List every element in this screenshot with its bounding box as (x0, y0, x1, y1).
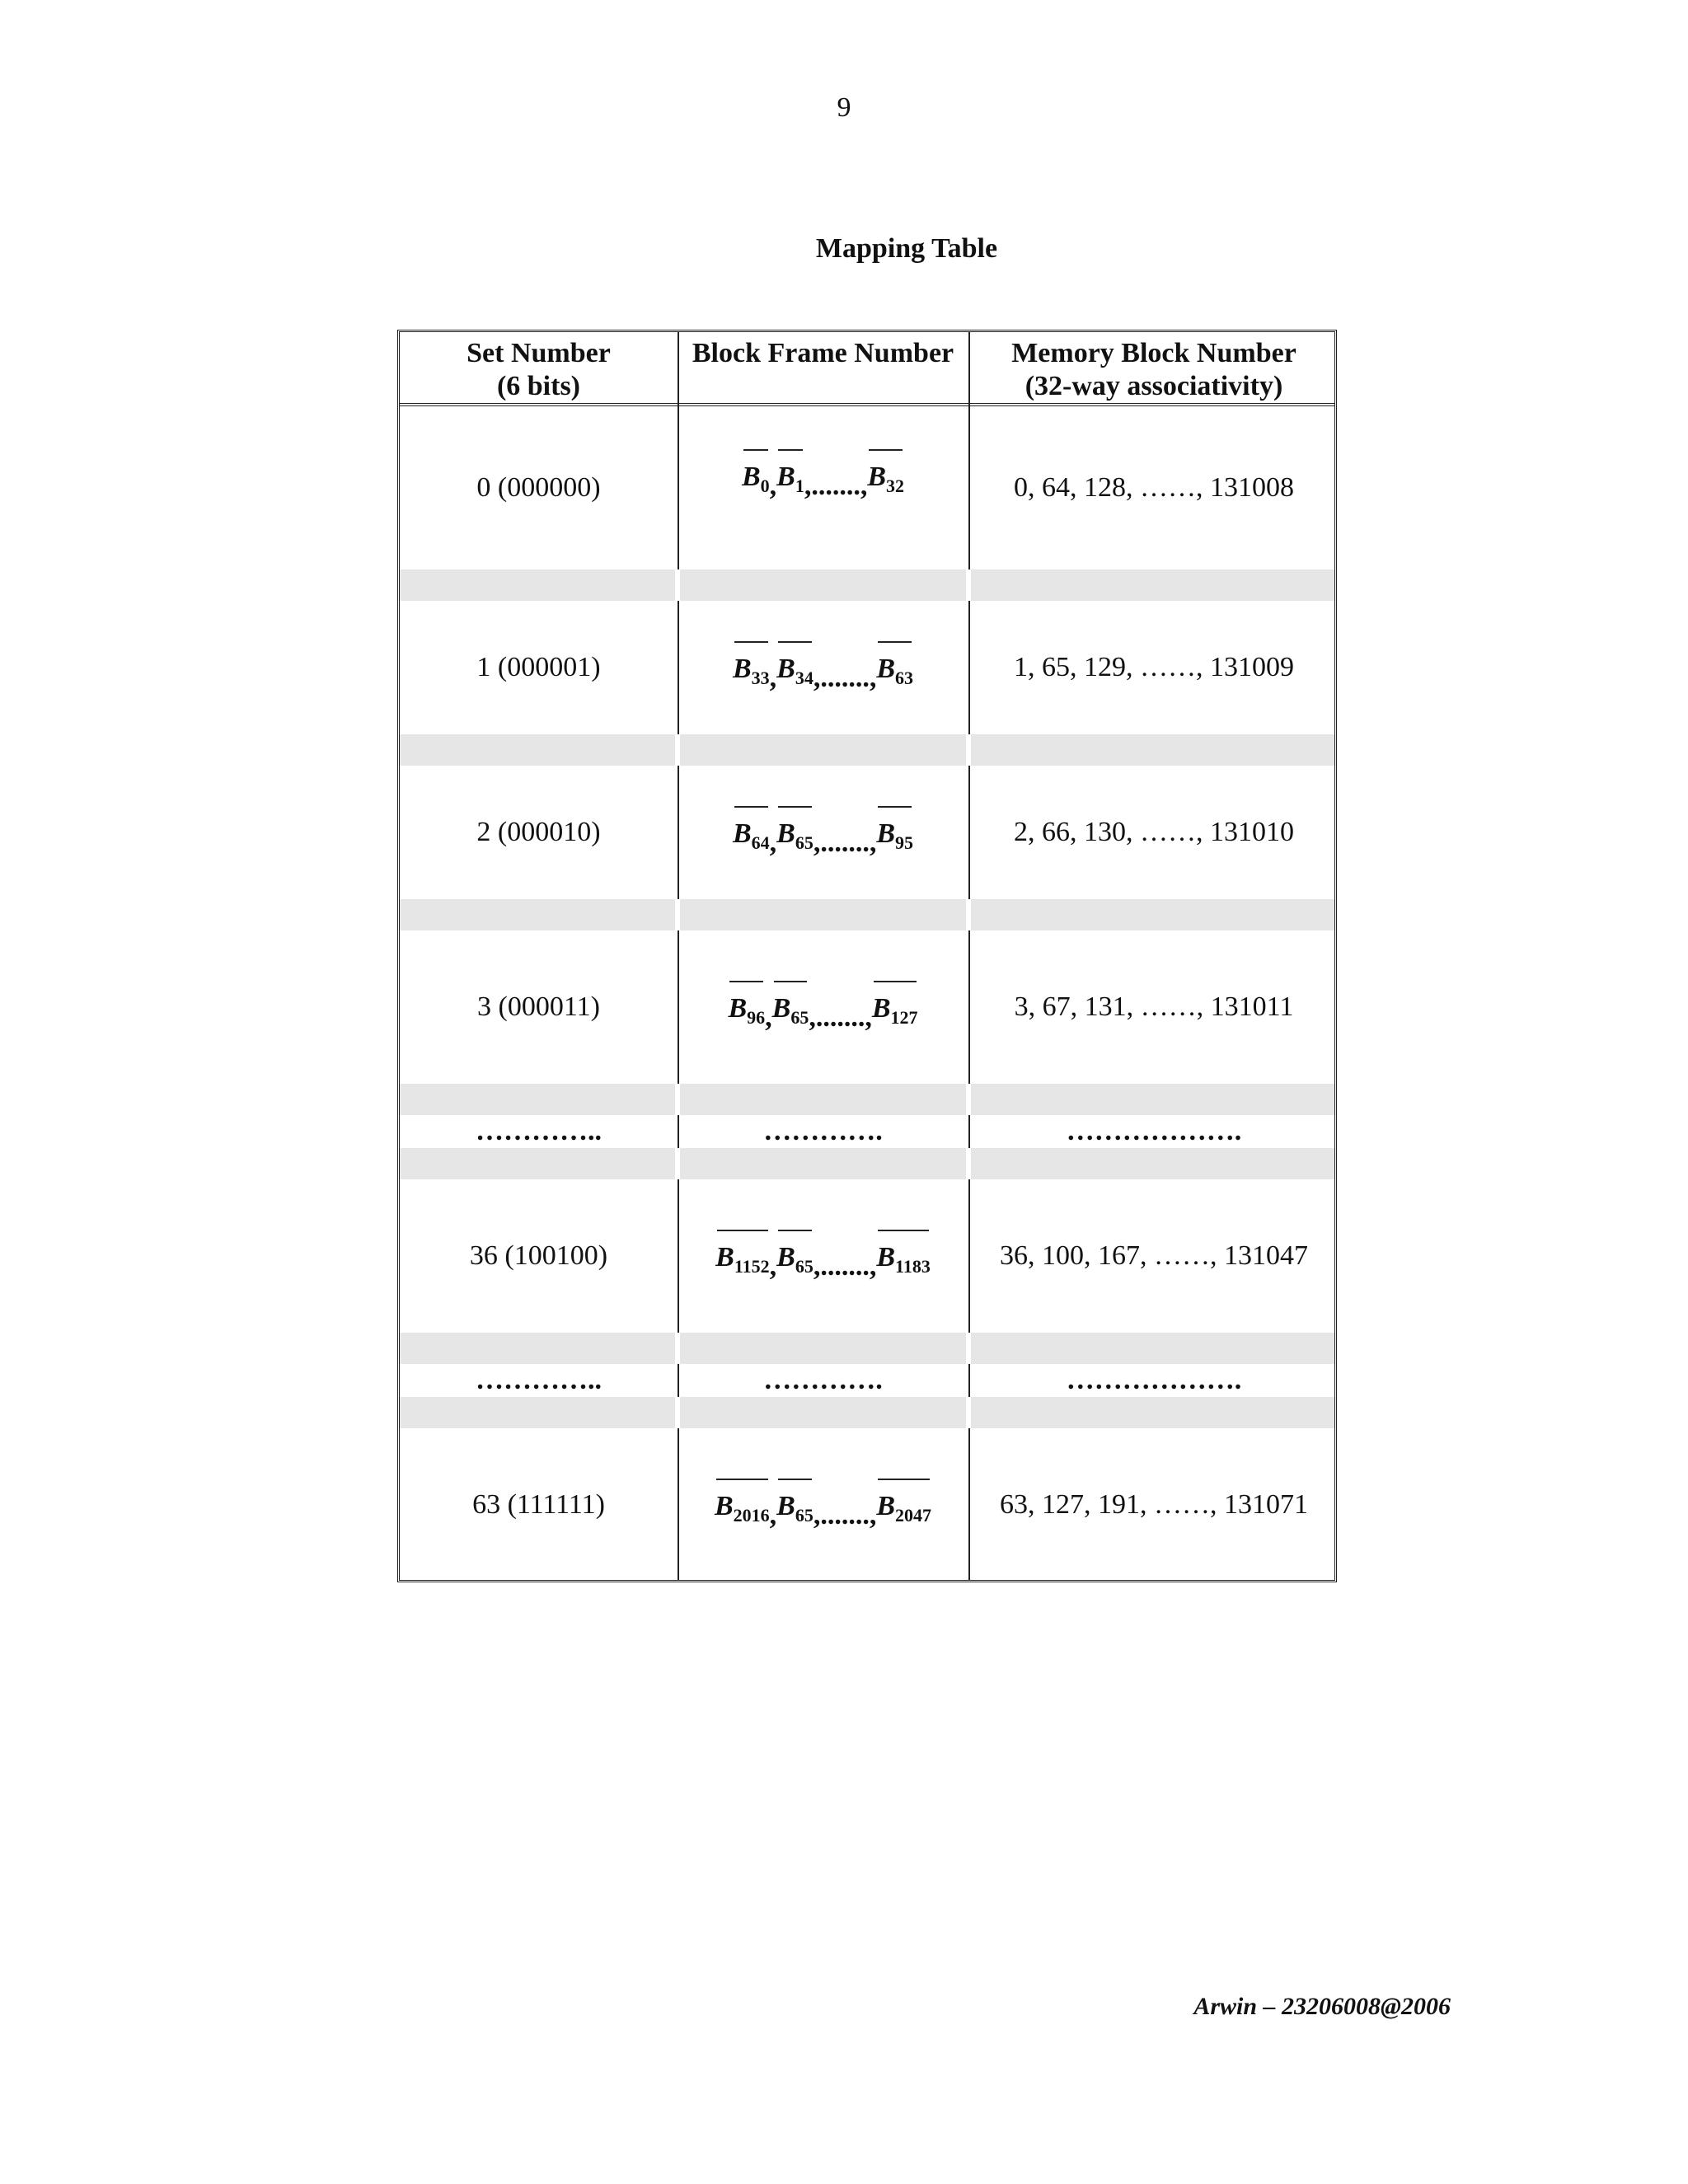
memory-block-cell: 2, 66, 130, ……, 131010 (1014, 817, 1294, 847)
row-spacer (400, 1333, 1334, 1364)
block-frame-cell: $B_{33}$ , $B_{34}$ ,......., $B_{63}$ (678, 601, 968, 734)
header-set-number: Set Number (6 bits) (467, 338, 611, 401)
set-number-cell: 3 (000011) (477, 991, 600, 1022)
set-number-cell: 63 (111111) (472, 1489, 605, 1520)
ellipsis-cell: …………. (763, 1365, 883, 1395)
ellipsis-cell: ………………. (1066, 1365, 1242, 1395)
page-number: 9 (837, 92, 851, 123)
memory-block-cell: 63, 127, 191, ……, 131071 (1000, 1489, 1308, 1520)
footer-author: Arwin – 23206008@2006 (1193, 1993, 1451, 2020)
header-memory-block-number: Memory Block Number (32-way associativity) (1011, 338, 1296, 401)
memory-block-cell: 36, 100, 167, ……, 131047 (1000, 1240, 1308, 1271)
memory-block-cell: 1, 65, 129, ……, 131009 (1014, 652, 1294, 682)
set-number-cell: 1 (000001) (476, 652, 601, 682)
ellipsis-cell: …………. (763, 1116, 883, 1146)
ellipsis-cell: ………….. (476, 1365, 602, 1395)
ellipsis-cell: ………………. (1066, 1116, 1242, 1146)
block-frame-cell: $B_0$ , $B_1$ ,......., $B_{32}$ (678, 406, 968, 545)
row-spacer (400, 734, 1334, 766)
row-spacer (400, 899, 1334, 930)
set-number-cell: 36 (100100) (469, 1240, 608, 1271)
memory-block-cell: 3, 67, 131, ……, 131011 (1014, 991, 1294, 1022)
row-spacer (400, 569, 1334, 601)
header-block-frame-number: Block Frame Number (692, 338, 954, 368)
block-frame-cell: $B_{96}$ , $B_{65}$ ,......., $B_{127}$ (678, 930, 968, 1084)
row-spacer (400, 1148, 1334, 1179)
block-frame-cell: $B_{1152}$ , $B_{65}$ ,......., $B_{1183}$ (678, 1179, 968, 1333)
set-number-cell: 0 (000000) (476, 472, 601, 503)
row-spacer (400, 1397, 1334, 1428)
block-frame-cell: $B_{64}$ , $B_{65}$ ,......., $B_{95}$ (678, 766, 968, 899)
header-row (400, 332, 1334, 406)
block-frame-cell: $B_{2016}$ , $B_{65}$ ,......., $B_{2047}$ (678, 1428, 968, 1582)
mapping-table (397, 330, 1337, 1582)
row-spacer (400, 1084, 1334, 1115)
ellipsis-cell: ………….. (476, 1116, 602, 1146)
table-title: Mapping Table (815, 233, 998, 264)
set-number-cell: 2 (000010) (476, 817, 601, 847)
memory-block-cell: 0, 64, 128, ……, 131008 (1014, 472, 1294, 503)
